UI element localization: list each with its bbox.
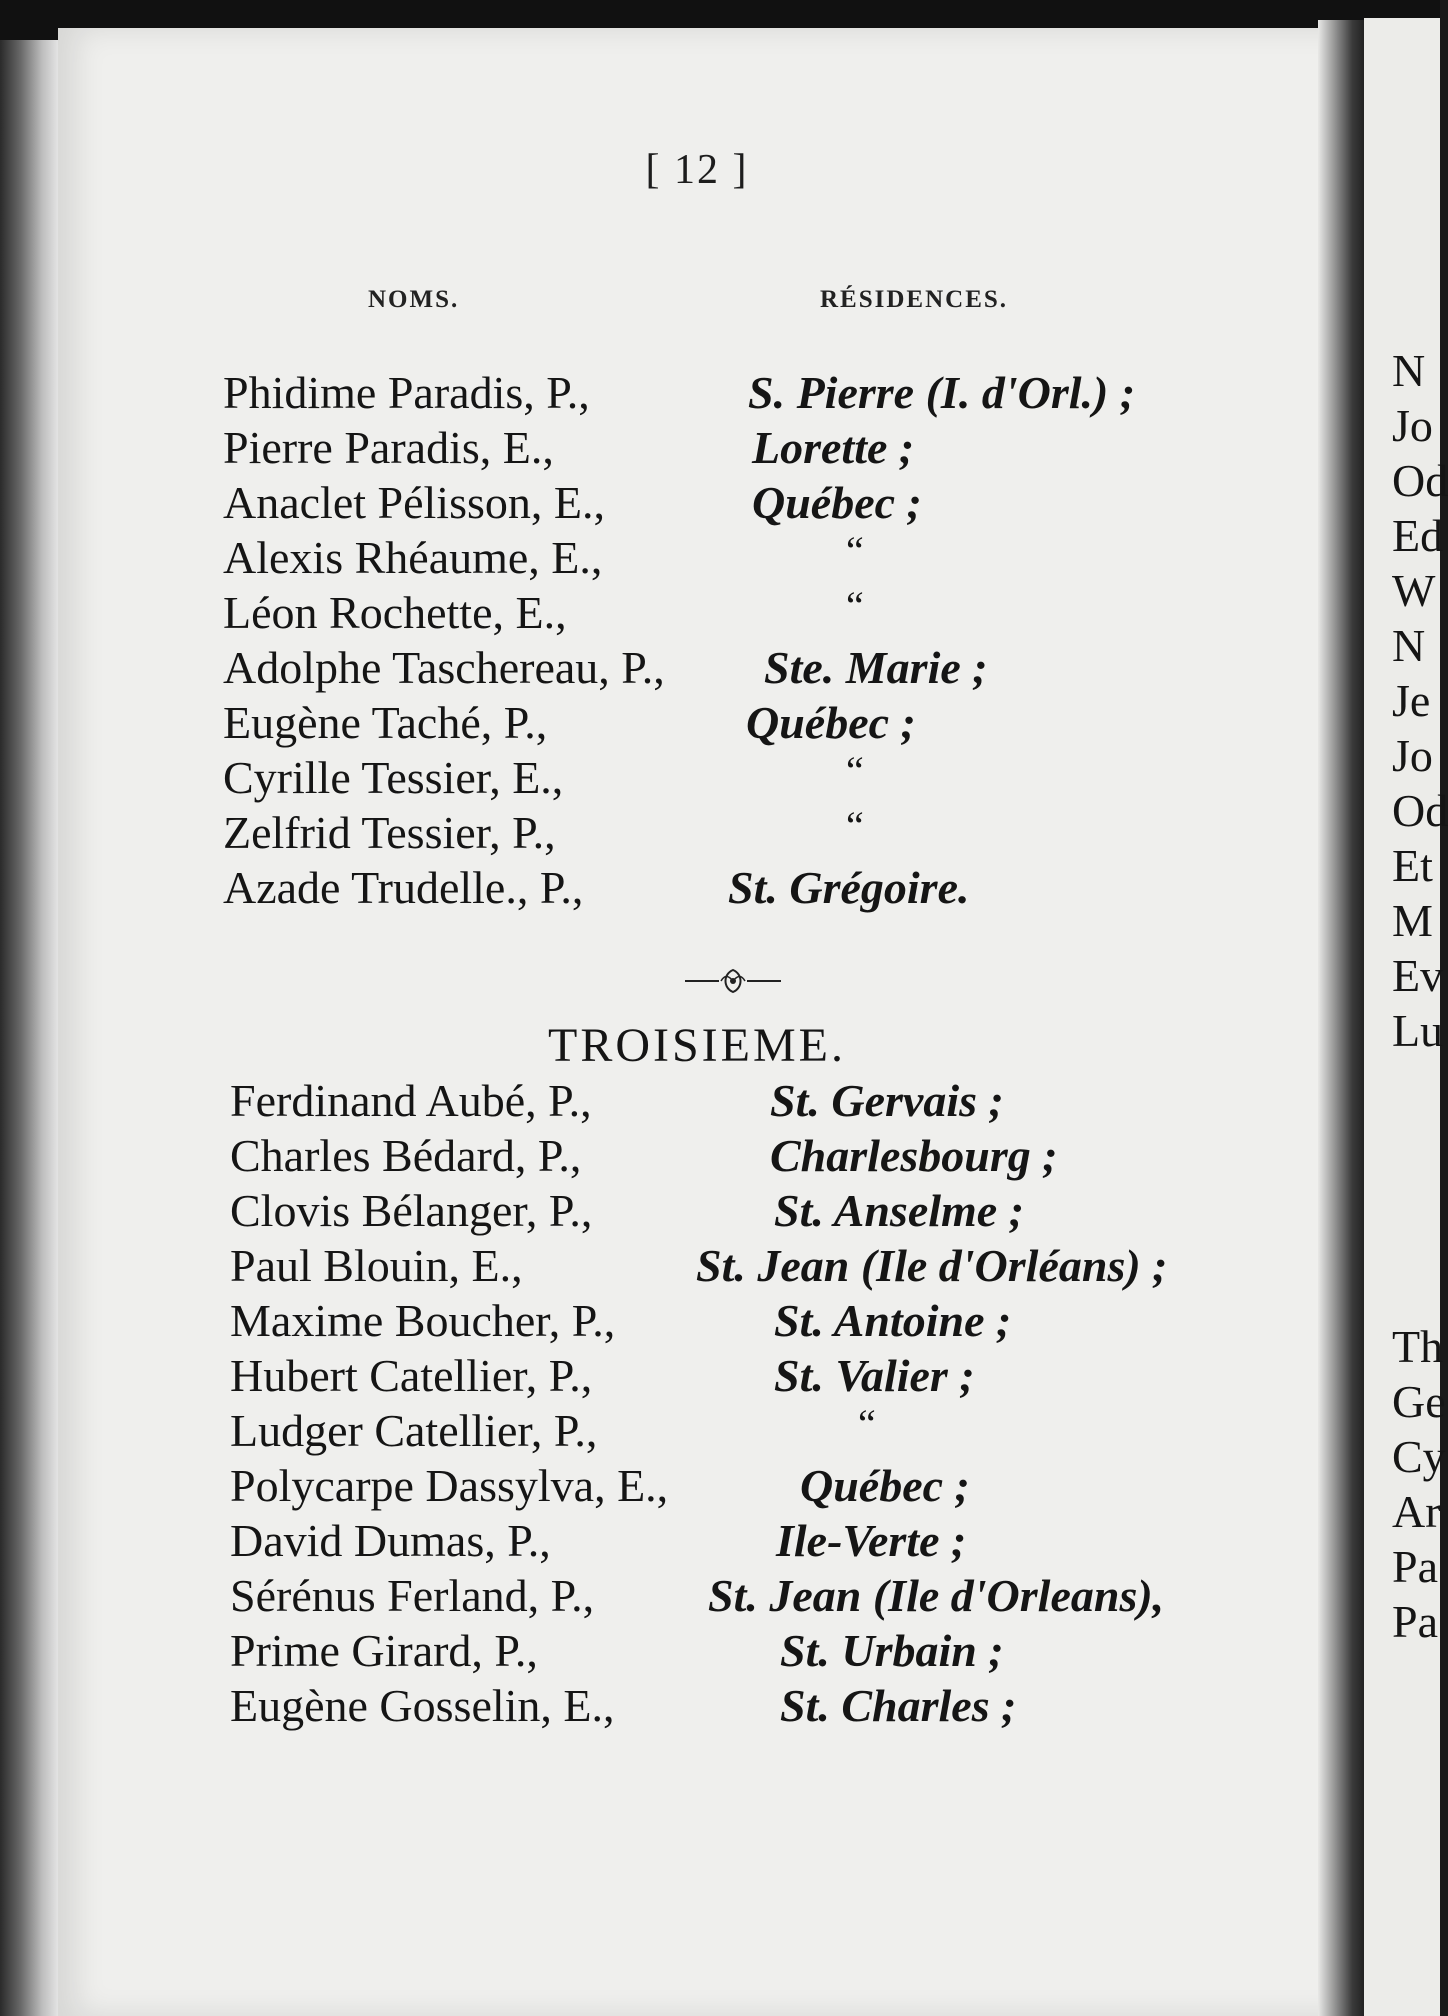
book-gutter <box>1318 20 1364 2016</box>
ditto-mark: “ <box>846 528 864 573</box>
entry-row <box>58 476 1336 532</box>
entry-row <box>58 1569 1336 1625</box>
entry-name: Eugène Gosselin, E., <box>230 1680 615 1731</box>
entry-row <box>58 1349 1336 1405</box>
names-column-header: NOMS. <box>368 286 460 313</box>
entry-name: Sérénus Ferland, P., <box>230 1570 595 1621</box>
adjacent-page-text-fragment: Od <box>1392 785 1448 836</box>
adjacent-page-text-fragment: Jo <box>1392 400 1433 451</box>
entry-residence: Québec ; <box>752 477 922 528</box>
adjacent-page-text-fragment: Ev <box>1392 950 1444 1001</box>
entry-name: Zelfrid Tessier, P., <box>223 807 556 858</box>
entry-row <box>58 583 1336 642</box>
entry-row <box>58 1401 1336 1460</box>
entry-row <box>58 1624 1336 1680</box>
adjacent-page-text-fragment: Th <box>1392 1321 1444 1372</box>
adjacent-page-text-fragment: Pa <box>1392 1596 1438 1647</box>
entry-row <box>58 1679 1336 1735</box>
entry-name: Eugène Taché, P., <box>223 697 548 748</box>
section-title: TROISIEME. <box>548 1019 846 1072</box>
entry-residence: St. Valier ; <box>774 1350 975 1401</box>
entry-row <box>58 1239 1336 1295</box>
entry-residence: St. Antoine ; <box>774 1295 1012 1346</box>
entry-row <box>58 696 1336 752</box>
ditto-mark: “ <box>858 1401 876 1446</box>
entry-row <box>58 641 1336 697</box>
entry-residence: Ste. Marie ; <box>764 642 988 693</box>
adjacent-page-text-fragment: Je <box>1392 675 1431 726</box>
entry-row <box>58 421 1336 477</box>
entry-residence: Québec ; <box>746 697 916 748</box>
adjacent-page-text-fragment: Od <box>1392 455 1448 506</box>
entry-name: Clovis Bélanger, P., <box>230 1185 593 1236</box>
entry-residence: S. Pierre (I. d'Orl.) ; <box>748 367 1136 418</box>
entry-name: Paul Blouin, E., <box>230 1240 523 1291</box>
entry-name: Anaclet Pélisson, E., <box>223 477 605 528</box>
entry-residence: St. Gervais ; <box>770 1075 1004 1126</box>
page-number: [ 12 ] <box>645 147 749 193</box>
book-page <box>58 28 1336 2016</box>
ditto-mark: “ <box>846 583 864 628</box>
entry-residence: St. Jean (Ile d'Orleans), <box>708 1570 1165 1621</box>
adjacent-page-text-fragment: Ge <box>1392 1376 1446 1427</box>
entry-residence: St. Grégoire. <box>728 862 970 913</box>
book-left-edge <box>0 40 60 2016</box>
entry-row <box>58 861 1336 917</box>
entry-name: Azade Trudelle., P., <box>223 862 584 913</box>
adjacent-page-text-fragment: Ar <box>1392 1486 1441 1537</box>
entry-row <box>58 366 1336 422</box>
entry-name: Léon Rochette, E., <box>223 587 567 638</box>
entry-residence: Charlesbourg ; <box>770 1130 1058 1181</box>
adjacent-page-text-fragment: Jo <box>1392 730 1433 781</box>
entry-residence: Lorette ; <box>752 422 915 473</box>
entry-residence: Ile-Verte ; <box>776 1515 967 1566</box>
adjacent-page-text-fragment: Et <box>1392 840 1433 891</box>
adjacent-page-text-fragment: Cy <box>1392 1431 1446 1482</box>
adjacent-page-text-fragment: Ed <box>1392 510 1444 561</box>
entry-name: Prime Girard, P., <box>230 1625 538 1676</box>
ditto-mark: “ <box>846 748 864 793</box>
entry-row <box>58 1459 1336 1515</box>
entry-name: Maxime Boucher, P., <box>230 1295 616 1346</box>
adjacent-page-text-fragment: Pa <box>1392 1541 1438 1592</box>
entry-name: Polycarpe Dassylva, E., <box>230 1460 669 1511</box>
entry-name: Hubert Catellier, P., <box>230 1350 593 1401</box>
adjacent-page-text-fragment: W <box>1392 565 1436 616</box>
adjacent-page-text-fragment: N <box>1392 620 1426 671</box>
entry-row <box>58 1294 1336 1350</box>
entry-name: Cyrille Tessier, E., <box>223 752 564 803</box>
entry-residence: St. Jean (Ile d'Orléans) ; <box>696 1240 1168 1291</box>
entry-residence: Québec ; <box>800 1460 970 1511</box>
entry-row <box>58 1129 1336 1185</box>
entry-name: Charles Bédard, P., <box>230 1130 582 1181</box>
entry-name: Adolphe Taschereau, P., <box>223 642 665 693</box>
entry-name: Phidime Paradis, P., <box>223 367 590 418</box>
adjacent-page-text-fragment: N <box>1392 345 1426 396</box>
ditto-mark: “ <box>846 803 864 848</box>
entry-row <box>58 528 1336 587</box>
entry-name: Ludger Catellier, P., <box>230 1405 598 1456</box>
entry-name: Ferdinand Aubé, P., <box>230 1075 592 1126</box>
entry-row <box>58 1184 1336 1240</box>
entry-row <box>58 748 1336 807</box>
adjacent-page-fragment <box>1364 18 1448 2016</box>
entry-residence: St. Urbain ; <box>780 1625 1004 1676</box>
ornament-divider <box>683 966 783 996</box>
adjacent-page-text-fragment: Lu <box>1392 1005 1444 1056</box>
entry-row <box>58 1514 1336 1570</box>
residences-column-header: RÉSIDENCES. <box>820 286 1009 313</box>
entry-row <box>58 803 1336 862</box>
entry-residence: St. Charles ; <box>780 1680 1017 1731</box>
entry-name: Alexis Rhéaume, E., <box>223 532 603 583</box>
entry-row <box>58 1074 1336 1130</box>
entry-name: Pierre Paradis, E., <box>223 422 554 473</box>
adjacent-page-text-fragment: M <box>1392 895 1433 946</box>
entry-residence: St. Anselme ; <box>774 1185 1025 1236</box>
entry-name: David Dumas, P., <box>230 1515 551 1566</box>
